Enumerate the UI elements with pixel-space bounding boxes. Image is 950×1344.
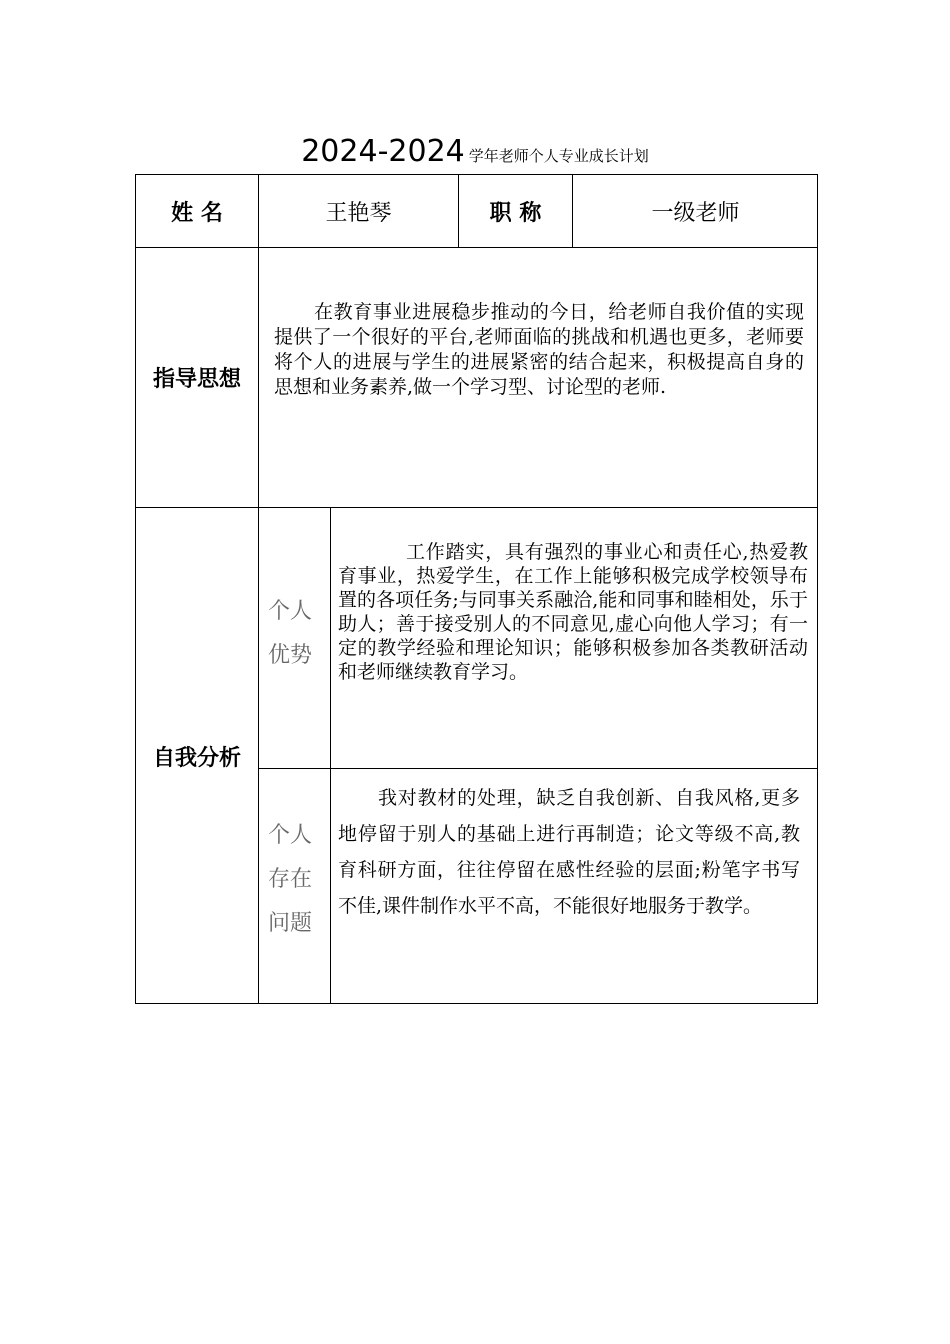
title-year: 2024-2024	[301, 134, 465, 169]
problems-text: 我对教材的处理，缺乏自我创新、自我风格,更多地停留于别人的基础上进行再制造；论文等级不高,教育科研方面，往往停留在感性经验的层面;粉笔字书写不佳,课件制作水平不高，不能很好地服务于教学。	[338, 787, 800, 917]
document-title	[0, 134, 950, 169]
row-divider	[258, 768, 818, 769]
guiding-text: 在教育事业进展稳步推动的今日，给老师自我价值的实现提供了一个很好的平台,老师面临的挑战和机遇也更多，老师要将个人的进展与学生的进展紧密的结合起来，积极提高自身的思想和业务素养,做一个学习型、讨论型的老师.	[274, 301, 804, 398]
analysis-label: 自我分析	[152, 745, 241, 771]
title-text: 学年老师个人专业成长计划	[468, 147, 649, 165]
rank-value: 一级老师	[651, 200, 740, 226]
column-divider	[330, 507, 331, 1004]
rank-label: 职 称	[489, 200, 542, 226]
name-value: 王艳琴	[325, 200, 392, 226]
strengths-label: 个人优势	[268, 599, 313, 668]
guiding-label: 指导思想	[152, 367, 241, 392]
column-divider	[258, 174, 259, 1004]
problems-label: 个人存在问题	[268, 823, 313, 936]
name-label: 姓 名	[171, 200, 223, 226]
strengths-text: 工作踏实，具有强烈的事业心和责任心,热爱教育事业，热爱学生，在工作上能够积极完成学校领导布置的各项任务;与同事关系融洽,能和同事和睦相处，乐于助人；善于接受别人的不同意见,虚心向他人学习；有一定的教学经验和理论知识；能够积极参加各类教研活动和老师继续教育学习。	[338, 541, 808, 683]
